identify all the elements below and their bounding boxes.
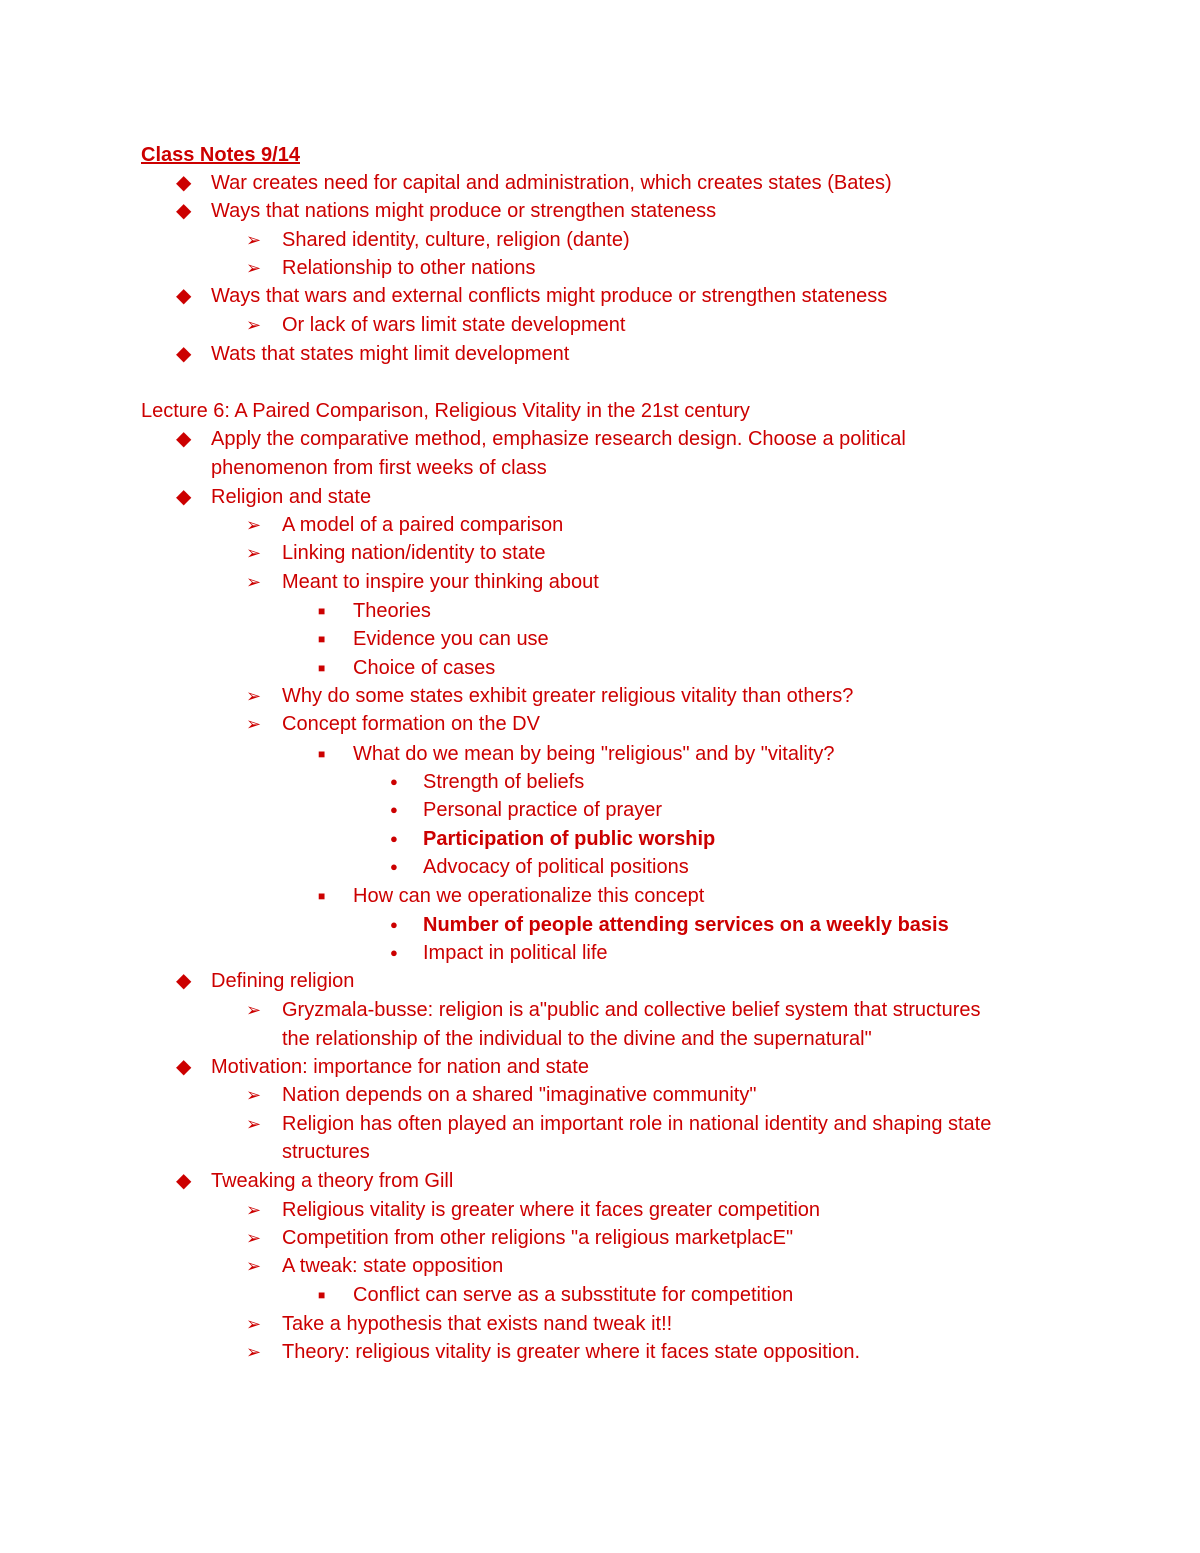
dot-bullet-icon: ●	[390, 802, 398, 817]
dot-bullet-icon: ●	[390, 859, 398, 874]
arrowhead-bullet-icon: ➢	[246, 572, 262, 592]
list-item: Nation depends on a shared "imaginative community"	[282, 1084, 757, 1106]
diamond-bullet-icon: ◆	[176, 428, 192, 450]
list-item: What do we mean by being "religious" and by "vitality?	[353, 743, 835, 765]
square-bullet-icon: ■	[318, 632, 326, 646]
list-item: Or lack of wars limit state development	[282, 314, 626, 336]
list-item: Tweaking a theory from Gill	[211, 1170, 454, 1192]
list-item: Theories	[353, 600, 431, 622]
dot-bullet-icon: ●	[390, 774, 398, 789]
lecture-heading: Lecture 6: A Paired Comparison, Religious Vitality in the 21st century	[141, 400, 750, 422]
list-item-bold: Number of people attending services on a weekly basis	[423, 914, 949, 936]
arrowhead-bullet-icon: ➢	[246, 1085, 262, 1105]
arrowhead-bullet-icon: ➢	[246, 1228, 262, 1248]
dot-bullet-icon: ●	[390, 917, 398, 932]
arrowhead-bullet-icon: ➢	[246, 1256, 262, 1276]
list-item: Gryzmala-busse: religion is a"public and collective belief system that structures	[282, 999, 981, 1021]
arrowhead-bullet-icon: ➢	[246, 1314, 262, 1334]
diamond-bullet-icon: ◆	[176, 343, 192, 365]
arrowhead-bullet-icon: ➢	[246, 515, 262, 535]
diamond-bullet-icon: ◆	[176, 285, 192, 307]
list-item: Meant to inspire your thinking about	[282, 571, 599, 593]
square-bullet-icon: ■	[318, 747, 326, 761]
square-bullet-icon: ■	[318, 661, 326, 675]
list-item: Shared identity, culture, religion (dante)	[282, 229, 630, 251]
diamond-bullet-icon: ◆	[176, 970, 192, 992]
list-item: A tweak: state opposition	[282, 1255, 504, 1277]
list-item: Take a hypothesis that exists nand tweak it!!	[282, 1313, 673, 1335]
diamond-bullet-icon: ◆	[176, 1056, 192, 1078]
list-item: War creates need for capital and administration, which creates states (Bates)	[211, 172, 892, 194]
arrowhead-bullet-icon: ➢	[246, 1000, 262, 1020]
list-item: Religious vitality is greater where it faces greater competition	[282, 1199, 821, 1221]
list-item: Ways that wars and external conflicts might produce or strengthen stateness	[211, 285, 888, 307]
dot-bullet-icon: ●	[390, 831, 398, 846]
arrowhead-bullet-icon: ➢	[246, 1200, 262, 1220]
arrowhead-bullet-icon: ➢	[246, 714, 262, 734]
list-item: How can we operationalize this concept	[353, 885, 705, 907]
arrowhead-bullet-icon: ➢	[246, 230, 262, 250]
page-title: Class Notes 9/14	[141, 144, 300, 166]
list-item: Religion and state	[211, 486, 372, 508]
list-item: Impact in political life	[423, 942, 608, 964]
list-item: Competition from other religions "a religious marketplacE"	[282, 1227, 794, 1249]
list-item-bold: Participation of public worship	[423, 828, 716, 850]
list-item: Evidence you can use	[353, 628, 549, 650]
arrowhead-bullet-icon: ➢	[246, 1342, 262, 1362]
square-bullet-icon: ■	[318, 604, 326, 618]
list-item: Personal practice of prayer	[423, 799, 663, 821]
list-item: A model of a paired comparison	[282, 514, 564, 536]
square-bullet-icon: ■	[318, 889, 326, 903]
list-item: Wats that states might limit development	[211, 343, 570, 365]
list-item-continuation: structures	[282, 1141, 370, 1163]
arrowhead-bullet-icon: ➢	[246, 258, 262, 278]
arrowhead-bullet-icon: ➢	[246, 315, 262, 335]
list-item-continuation: the relationship of the individual to the divine and the supernatural"	[282, 1028, 872, 1050]
list-item-continuation: phenomenon from first weeks of class	[211, 457, 547, 479]
list-item: Theory: religious vitality is greater where it faces state opposition.	[282, 1341, 861, 1363]
diamond-bullet-icon: ◆	[176, 172, 192, 194]
list-item: Choice of cases	[353, 657, 496, 679]
arrowhead-bullet-icon: ➢	[246, 686, 262, 706]
diamond-bullet-icon: ◆	[176, 486, 192, 508]
arrowhead-bullet-icon: ➢	[246, 1114, 262, 1134]
list-item: Religion has often played an important role in national identity and shaping state	[282, 1113, 992, 1135]
dot-bullet-icon: ●	[390, 945, 398, 960]
list-item: Relationship to other nations	[282, 257, 536, 279]
list-item: Strength of beliefs	[423, 771, 585, 793]
list-item: Concept formation on the DV	[282, 713, 540, 735]
square-bullet-icon: ■	[318, 1288, 326, 1302]
list-item: Defining religion	[211, 970, 355, 992]
list-item: Advocacy of political positions	[423, 856, 689, 878]
list-item: Why do some states exhibit greater religious vitality than others?	[282, 685, 854, 707]
list-item: Linking nation/identity to state	[282, 542, 546, 564]
arrowhead-bullet-icon: ➢	[246, 543, 262, 563]
list-item: Motivation: importance for nation and state	[211, 1056, 589, 1078]
list-item: Ways that nations might produce or strengthen stateness	[211, 200, 717, 222]
diamond-bullet-icon: ◆	[176, 1170, 192, 1192]
diamond-bullet-icon: ◆	[176, 200, 192, 222]
list-item: Conflict can serve as a subsstitute for competition	[353, 1284, 794, 1306]
list-item: Apply the comparative method, emphasize research design. Choose a political	[211, 428, 906, 450]
